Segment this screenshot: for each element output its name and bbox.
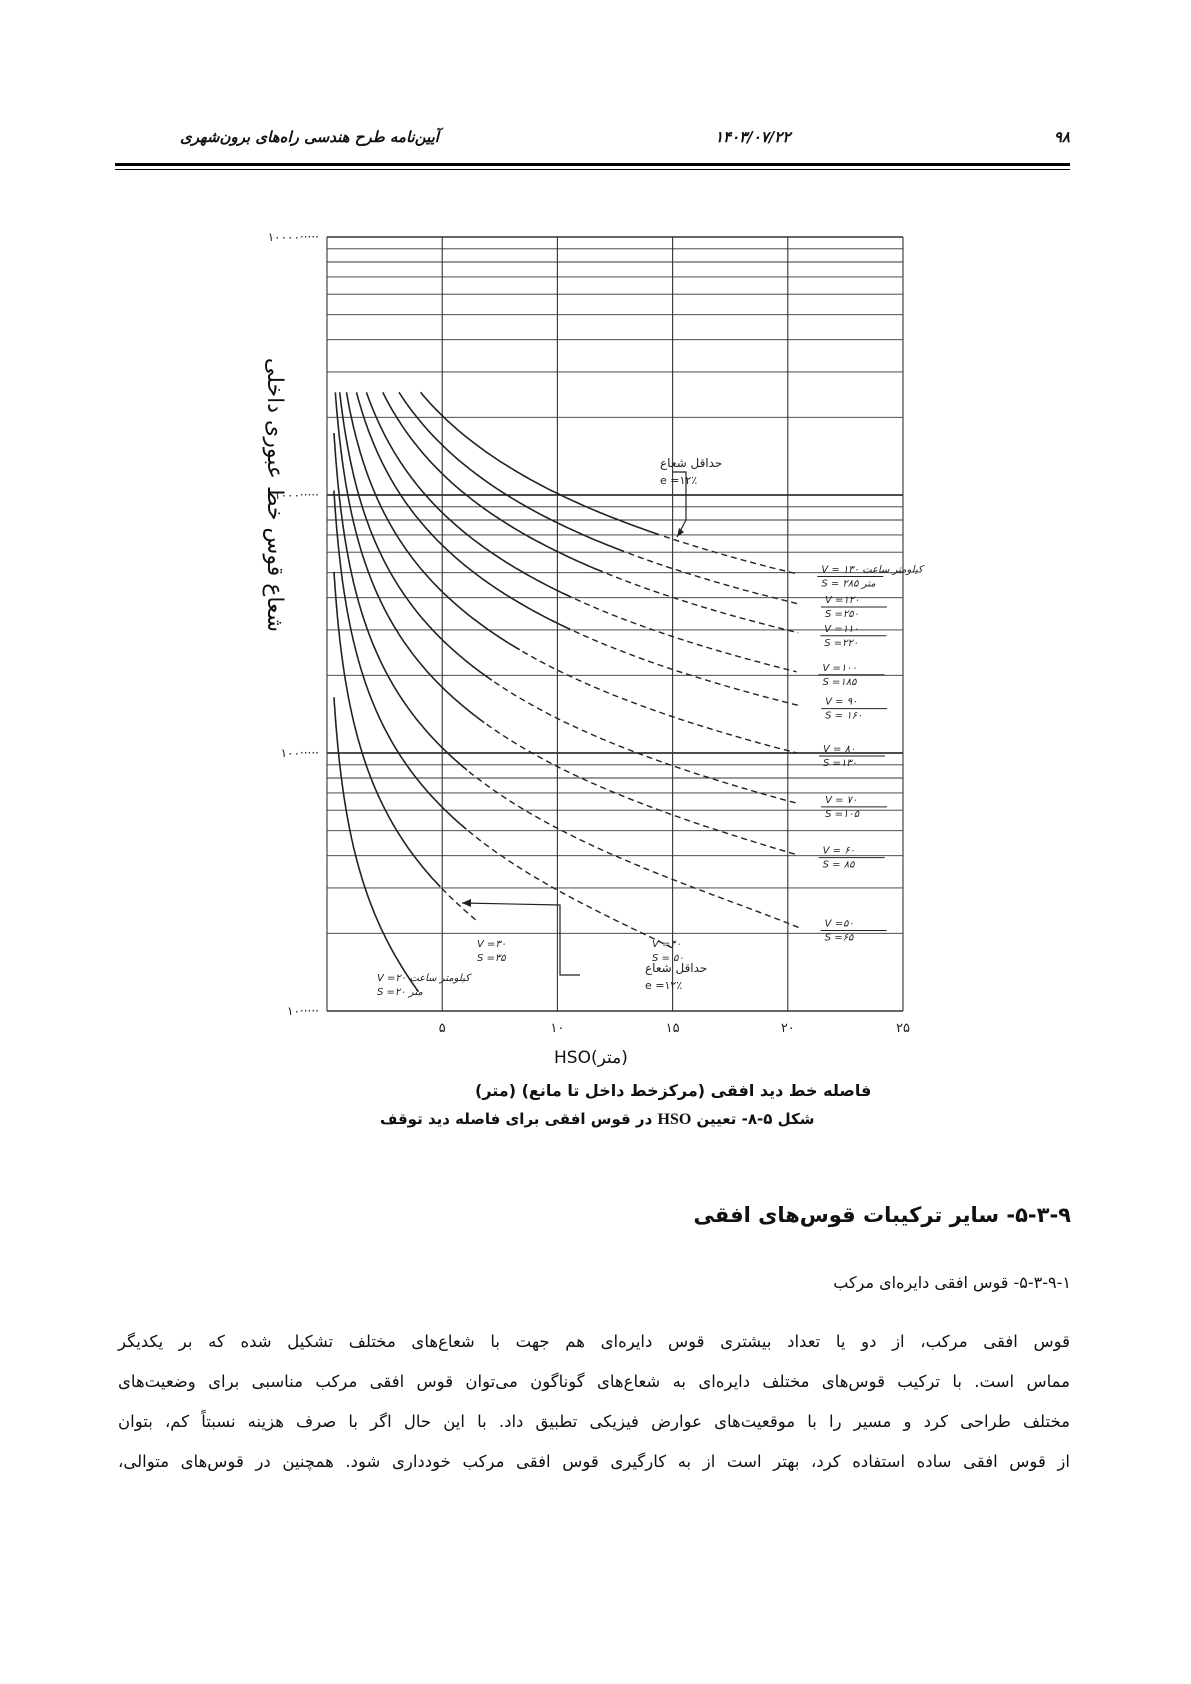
header-date: ۱۴۰۳/۰۷/۲۲	[715, 128, 791, 146]
header-title: آیین‌نامه طرح هندسی راه‌های برون‌شهری	[180, 128, 439, 146]
series-line-dashed	[629, 553, 800, 604]
series-v-label: V =۲۰ کیلومتر ساعت	[377, 973, 470, 984]
x-axis-label: فاصله خط دید افقی (مرکزخط داخل تا مانع) (متر)	[475, 1081, 872, 1100]
annotation-sub: e =۱۲٪	[645, 979, 683, 992]
series-s-label: S = ۱۶۰	[825, 710, 863, 722]
chart-curves	[334, 392, 799, 992]
series-line-dashed	[442, 889, 477, 921]
paragraph-line-4: از قوس افقی ساده استفاده کرد، بهتر است از به کارگیری قوس افقی مرکب خودداری شود. همچنین در قوس‌های متوالی،	[118, 1452, 1070, 1471]
series-v-label: V = ۱۳۰ کیلومتر ساعت	[821, 564, 923, 576]
series-v-label: V = ۹۰	[825, 696, 858, 708]
series-line-dashed	[575, 599, 796, 672]
y-tick-label: ۱۰·····	[287, 1004, 319, 1018]
caption-suffix: در قوس افقی برای فاصله دید توقف	[380, 1110, 653, 1128]
series-s-label: S = ۲۸۵ متر	[821, 578, 876, 590]
paragraph-line-1: قوس افقی مرکب، از دو یا تعداد بیشتری قوس دایره‌ای هم جهت با شعاع‌های مختلف تشکیل شده که بر یکدیگر	[118, 1332, 1070, 1351]
annotation-arrowhead	[462, 899, 471, 907]
series-s-label: S =۶۵	[824, 932, 854, 944]
x-axis-code-label: HSO(متر)	[554, 1048, 628, 1068]
series-v-label: V =۱۰۰	[822, 662, 857, 674]
page-number: ۹۸	[1053, 128, 1070, 146]
series-line-dashed	[574, 631, 799, 706]
annotation-sub: e =۱۲٪	[660, 474, 698, 487]
series-v-label: V =۴۰	[652, 939, 682, 950]
section-paragraph	[118, 1322, 1070, 1482]
series-s-label: S =۲۲۰	[824, 637, 859, 649]
x-tick-label: ۲۵	[896, 1021, 910, 1036]
series-s-label: S =۱۰۵	[825, 808, 860, 820]
subsection-heading: ۵-۳-۹-۱- قوس افقی دایره‌ای مرکب	[833, 1273, 1071, 1292]
annotation-arrowhead	[677, 528, 684, 537]
series-line-dashed	[487, 724, 797, 854]
series-s-label: S =۱۳۰	[823, 758, 858, 770]
series-v-label: V = ۶۰	[822, 845, 855, 857]
series-line-dashed	[523, 651, 798, 753]
series-s-label: S =۳۵	[477, 953, 506, 964]
y-axis-label: شعاع قوس خط عبوری داخلی	[262, 357, 287, 633]
series-s-label: S = ۸۵	[822, 859, 855, 871]
series-line-solid	[383, 392, 603, 572]
paragraph-line-2: مماس است. با ترکیب قوس‌های مختلف دایره‌ای به شعاع‌های گوناگون می‌توان قوس افقی مرکب مناسبی برای وضعیت‌های	[118, 1372, 1070, 1391]
paragraph-line-3: مختلف طراحی کرد و مسیر را با موقعیت‌های عوارض فیزیکی تطبیق داد. با این حال اگر با صرف هزینه نسبتاً کم، بتوان	[118, 1412, 1070, 1431]
series-line-solid	[399, 392, 624, 551]
series-line-dashed	[494, 682, 799, 804]
figure-caption	[380, 1110, 814, 1129]
x-tick-label: ۱۰	[550, 1021, 565, 1036]
series-s-label: S =۱۸۵	[822, 676, 857, 688]
x-tick-label: ۱۵	[665, 1021, 680, 1036]
x-tick-label: ۲۰	[780, 1021, 795, 1036]
series-v-label: V =۵۰	[824, 918, 854, 930]
series-v-label: V = ۷۰	[825, 794, 858, 806]
series-s-label: S =۲۵۰	[824, 609, 859, 621]
series-s-label: S = ۵۰	[652, 953, 684, 964]
annotation-text: حداقل شعاع	[660, 456, 723, 470]
series-v-label: V =۱۱۰	[824, 623, 859, 635]
series-s-label: S =۲۰ متر	[377, 987, 423, 998]
section-heading: ۵-۳-۹- سایر ترکیبات قوس‌های افقی	[693, 1203, 1071, 1227]
series-line-solid	[357, 392, 571, 629]
series-line-dashed	[468, 831, 672, 948]
annotation-text: حداقل شعاع	[645, 961, 708, 975]
x-tick-label: ۵	[438, 1021, 446, 1036]
chart-ticks	[268, 230, 910, 1036]
series-line-solid	[347, 392, 520, 649]
y-tick-label: ۱۰۰۰·····	[274, 488, 319, 502]
series-v-label: V =۱۲۰	[824, 595, 860, 607]
series-v-label: V =۳۰	[477, 939, 507, 950]
series-v-label: V = ۸۰	[823, 744, 856, 756]
chart-grid	[327, 237, 903, 1011]
caption-prefix: شکل ۵-۸- تعیین	[696, 1110, 815, 1128]
chart-annotations	[462, 456, 722, 992]
series-line-dashed	[664, 536, 795, 573]
y-tick-label: ۱۰۰۰۰·····	[267, 230, 319, 244]
caption-code: HSO	[657, 1111, 692, 1128]
y-tick-label: ۱۰۰·····	[280, 746, 319, 760]
